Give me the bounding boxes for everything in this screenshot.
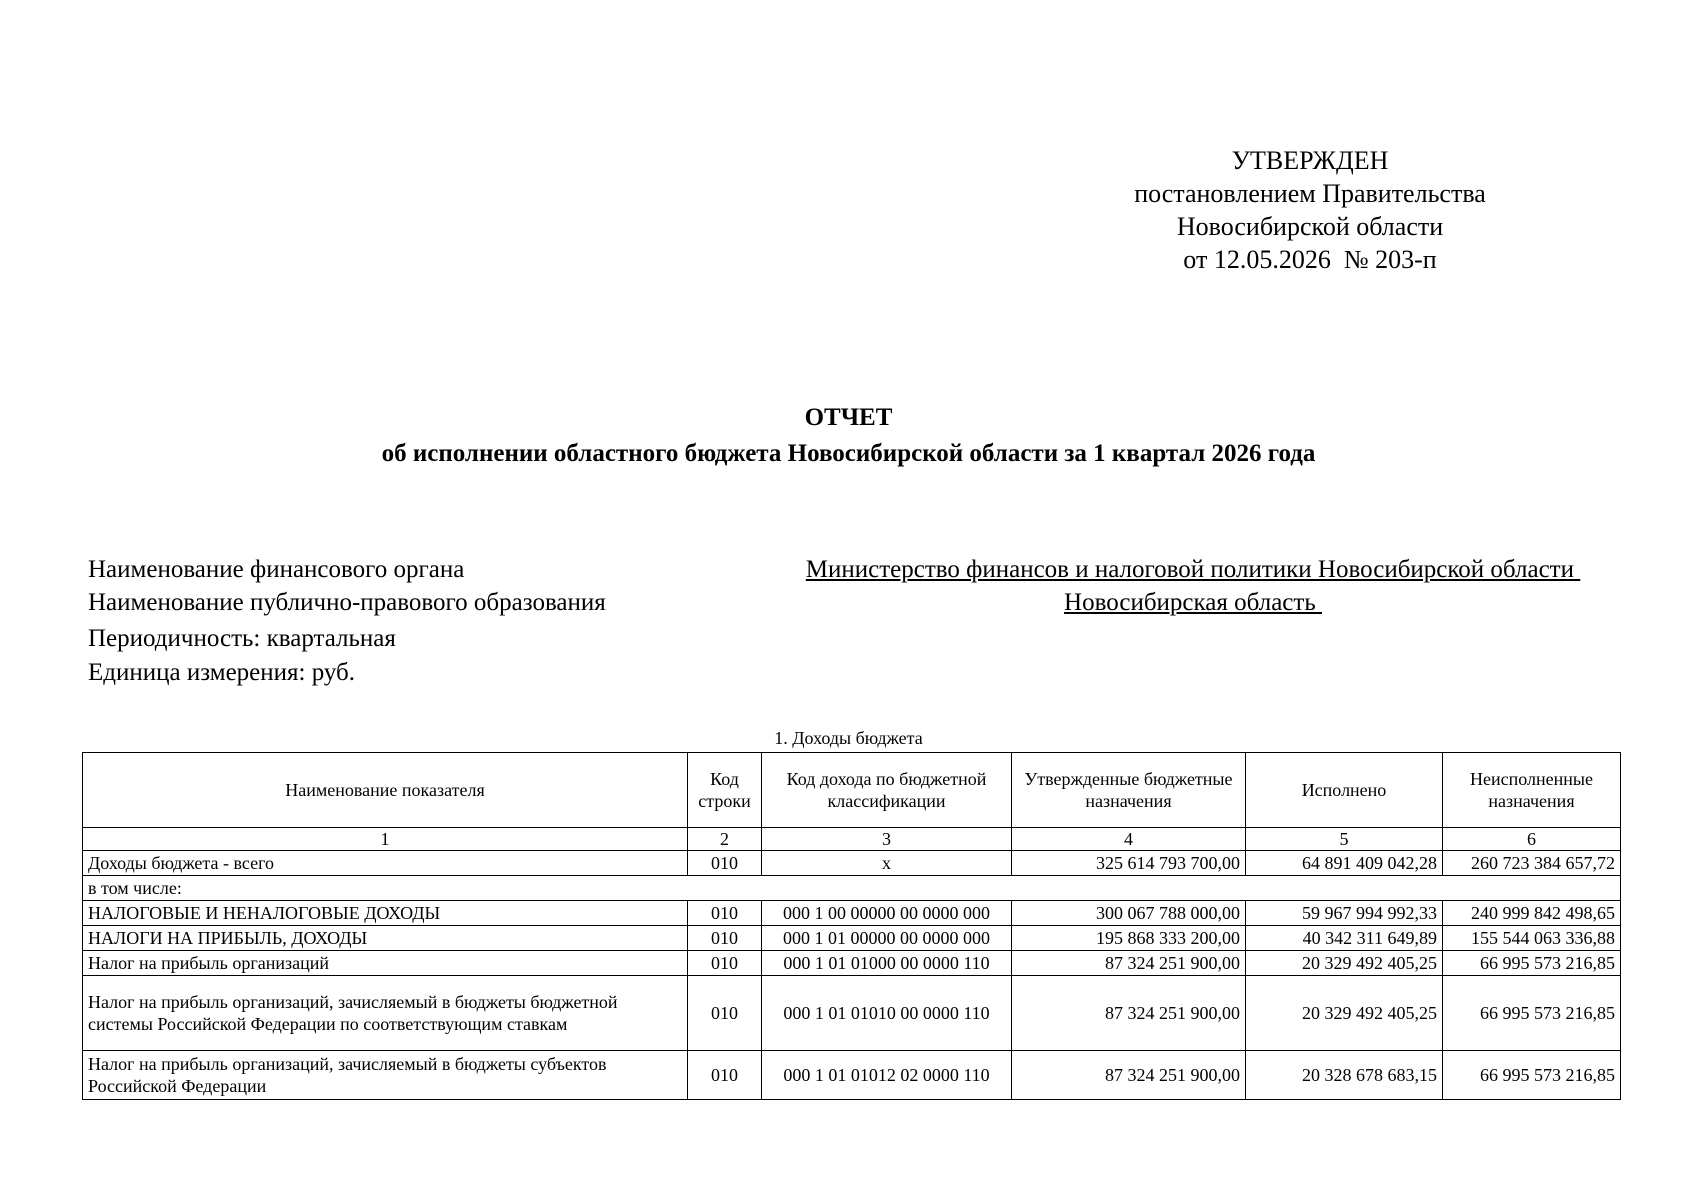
row-executed: 59 967 994 992,33 — [1246, 901, 1443, 926]
table-row — [83, 976, 1621, 1051]
row-unexecuted: 66 995 573 216,85 — [1443, 976, 1621, 1051]
row-executed: 20 328 678 683,15 — [1246, 1051, 1443, 1100]
column-number: 2 — [688, 828, 762, 851]
table-row — [83, 926, 1621, 951]
row-unexecuted: 155 544 063 336,88 — [1443, 926, 1621, 951]
row-name: Налог на прибыль организаций, зачисляемый в бюджеты субъектов Российской Федерации — [83, 1051, 688, 1100]
row-approved: 195 868 333 200,00 — [1012, 926, 1246, 951]
column-number: 1 — [83, 828, 688, 851]
row-line-code: 010 — [688, 976, 762, 1051]
column-number: 3 — [762, 828, 1012, 851]
row-name: Налог на прибыль организаций — [83, 951, 688, 976]
header-executed: Исполнено — [1246, 753, 1443, 828]
meta-row-org — [88, 553, 1648, 586]
org-value-wrap — [738, 553, 1648, 586]
table-header-row — [83, 753, 1621, 828]
header-unexecuted: Неисполненные назначения — [1443, 753, 1621, 828]
row-approved: 87 324 251 900,00 — [1012, 951, 1246, 976]
table-row — [83, 876, 1621, 901]
header-revenue-code: Код дохода по бюджетной классификации — [762, 753, 1012, 828]
row-executed: 40 342 311 649,89 — [1246, 926, 1443, 951]
row-line-code: 010 — [688, 926, 762, 951]
row-approved: 300 067 788 000,00 — [1012, 901, 1246, 926]
approval-line-4: от 12.05.2026 № 203-п — [1183, 245, 1437, 274]
report-meta — [88, 553, 1648, 690]
entity-value: Новосибирская область — [1064, 589, 1322, 616]
row-revenue-code: 000 1 01 00000 00 0000 000 — [762, 926, 1012, 951]
header-line-code: Код строки — [688, 753, 762, 828]
row-unexecuted: 240 999 842 498,65 — [1443, 901, 1621, 926]
meta-row-periodicity — [88, 622, 1648, 656]
row-name: Налог на прибыль организаций, зачисляемый в бюджеты бюджетной системы Российской Федерации по соответствующим ставкам — [83, 976, 688, 1051]
approval-line-3: Новосибирской области — [1176, 212, 1444, 241]
row-approved: 87 324 251 900,00 — [1012, 1051, 1246, 1100]
table-row — [83, 901, 1621, 926]
report-title — [0, 400, 1697, 472]
row-revenue-code: 000 1 00 00000 00 0000 000 — [762, 901, 1012, 926]
row-executed: 64 891 409 042,28 — [1246, 851, 1443, 876]
row-unexecuted: 66 995 573 216,85 — [1443, 951, 1621, 976]
row-unexecuted: 260 723 384 657,72 — [1443, 851, 1621, 876]
row-line-code: 010 — [688, 951, 762, 976]
row-executed: 20 329 492 405,25 — [1246, 976, 1443, 1051]
row-name: Доходы бюджета - всего — [83, 851, 688, 876]
row-line-code: 010 — [688, 1051, 762, 1100]
column-number: 5 — [1246, 828, 1443, 851]
entity-label: Наименование публично-правового образования — [88, 589, 606, 616]
table-row — [83, 851, 1621, 876]
row-line-code: 010 — [688, 851, 762, 876]
meta-row-unit — [88, 656, 1648, 690]
table-column-numbers — [83, 828, 1621, 851]
row-revenue-code: 000 1 01 01010 00 0000 110 — [762, 976, 1012, 1051]
row-name: НАЛОГИ НА ПРИБЫЛЬ, ДОХОДЫ — [83, 926, 688, 951]
unit-of-measure: Единица измерения: руб. — [88, 659, 356, 686]
row-revenue-code: 000 1 01 01012 02 0000 110 — [762, 1051, 1012, 1100]
header-approved: Утвержденные бюджетные назначения — [1012, 753, 1246, 828]
row-name: НАЛОГОВЫЕ И НЕНАЛОГОВЫЕ ДОХОДЫ — [83, 901, 688, 926]
approval-line-1: УТВЕРЖДЕН — [1231, 146, 1389, 175]
approval-stamp — [1110, 144, 1510, 276]
org-value: Министерство финансов и налоговой политики Новосибирской области — [805, 556, 1581, 583]
periodicity: Периодичность: квартальная — [88, 625, 396, 652]
report-title-main: ОТЧЕТ — [804, 404, 893, 431]
row-unexecuted: 66 995 573 216,85 — [1443, 1051, 1621, 1100]
table-row — [83, 951, 1621, 976]
meta-row-entity — [88, 586, 1648, 619]
row-name: в том числе: — [83, 876, 1621, 901]
table-row — [83, 1051, 1621, 1100]
column-number: 4 — [1012, 828, 1246, 851]
row-revenue-code: 000 1 01 01000 00 0000 110 — [762, 951, 1012, 976]
approval-line-2: постановлением Правительства — [1134, 179, 1486, 208]
section-caption: 1. Доходы бюджета — [774, 728, 923, 748]
header-name: Наименование показателя — [83, 753, 688, 828]
row-revenue-code: x — [762, 851, 1012, 876]
row-approved: 325 614 793 700,00 — [1012, 851, 1246, 876]
revenue-table — [82, 752, 1621, 1100]
row-approved: 87 324 251 900,00 — [1012, 976, 1246, 1051]
row-executed: 20 329 492 405,25 — [1246, 951, 1443, 976]
org-label: Наименование финансового органа — [88, 556, 465, 583]
report-subtitle: об исполнении областного бюджета Новосибирской области за 1 квартал 2026 года — [381, 440, 1316, 467]
column-number: 6 — [1443, 828, 1621, 851]
row-line-code: 010 — [688, 901, 762, 926]
entity-value-wrap — [738, 586, 1648, 619]
